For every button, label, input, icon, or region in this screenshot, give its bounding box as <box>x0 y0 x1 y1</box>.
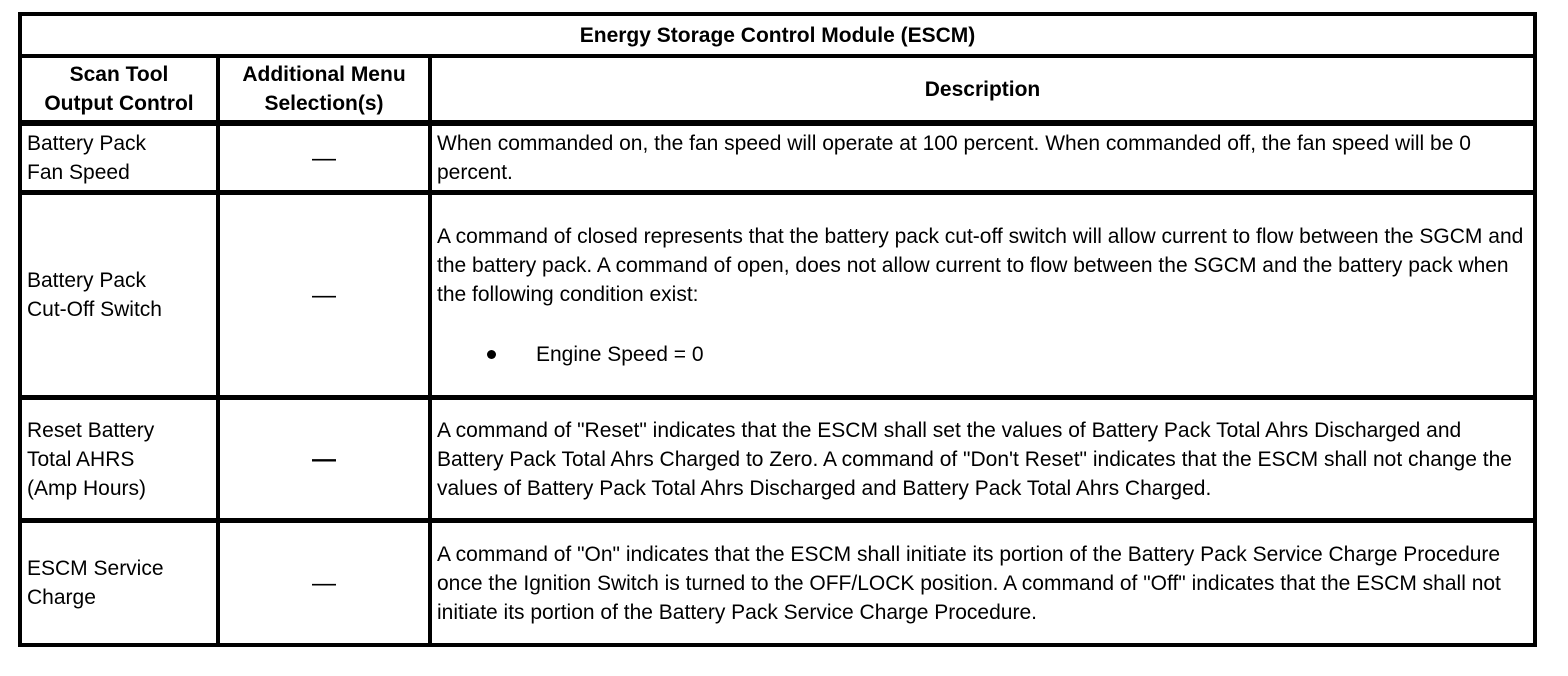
row-control-name: ESCM Service Charge <box>20 521 218 646</box>
table-row <box>20 193 1535 398</box>
row-description-text: A command of "Reset" indicates that the ESCM shall set the values of Battery Pack Total Ahrs Discharged and Battery Pack Total Ahrs Charged to Zero. A command of "Don't Reset" indicates that the ESCM shall not change the values of Battery Pack Total Ahrs Discharged and Battery Pack Total Ahrs Charged. <box>437 418 1512 500</box>
row-description <box>430 521 1535 646</box>
header-col3-label: Description <box>924 77 1041 101</box>
row-menu-selection: — <box>218 521 430 646</box>
escm-table <box>18 12 1537 647</box>
table-title: Energy Storage Control Module (ESCM) <box>20 14 1535 56</box>
row-control-name: Reset Battery Total AHRS (Amp Hours) <box>20 398 218 521</box>
header-col2-label: Additional Menu Selection(s) <box>242 63 406 115</box>
row-menu-selection: — <box>218 123 430 193</box>
table-row <box>20 398 1535 521</box>
row-description <box>430 123 1535 193</box>
bullet-text: Engine Speed = 0 <box>536 342 704 366</box>
row-description-text: When commanded on, the fan speed will operate at 100 percent. When commanded off, the fan speed will be 0 percent. <box>437 132 1471 184</box>
row-control-name: Battery Pack Fan Speed <box>20 123 218 193</box>
table-row <box>20 123 1535 193</box>
header-scan-tool-output-control <box>20 56 218 123</box>
row-description-text: A command of closed represents that the battery pack cut-off switch will allow current to flow between the SGCM and the battery pack. A command of open, does not allow current to flow between the SGCM and the battery pack when the following condition exist: <box>437 224 1524 306</box>
row-menu-selection: — <box>218 193 430 398</box>
header-col1-label: Scan Tool Output Control <box>44 63 194 115</box>
bullet-dot-icon <box>487 350 496 359</box>
bullet-item <box>437 340 1528 369</box>
table-row <box>20 521 1535 646</box>
row-control-name: Battery Pack Cut-Off Switch <box>20 193 218 398</box>
header-description <box>430 56 1535 123</box>
row-description <box>430 398 1535 521</box>
header-additional-menu-selection <box>218 56 430 123</box>
row-menu-selection: — <box>218 398 430 521</box>
row-description-text: A command of "On" indicates that the ESCM shall initiate its portion of the Battery Pack Service Charge Procedure once the Ignition Switch is turned to the OFF/LOCK position. A command of "Off" indicates that the ESCM shall not initiate its portion of the Battery Pack Service Charge Procedure. <box>437 542 1501 624</box>
row-description <box>430 193 1535 398</box>
